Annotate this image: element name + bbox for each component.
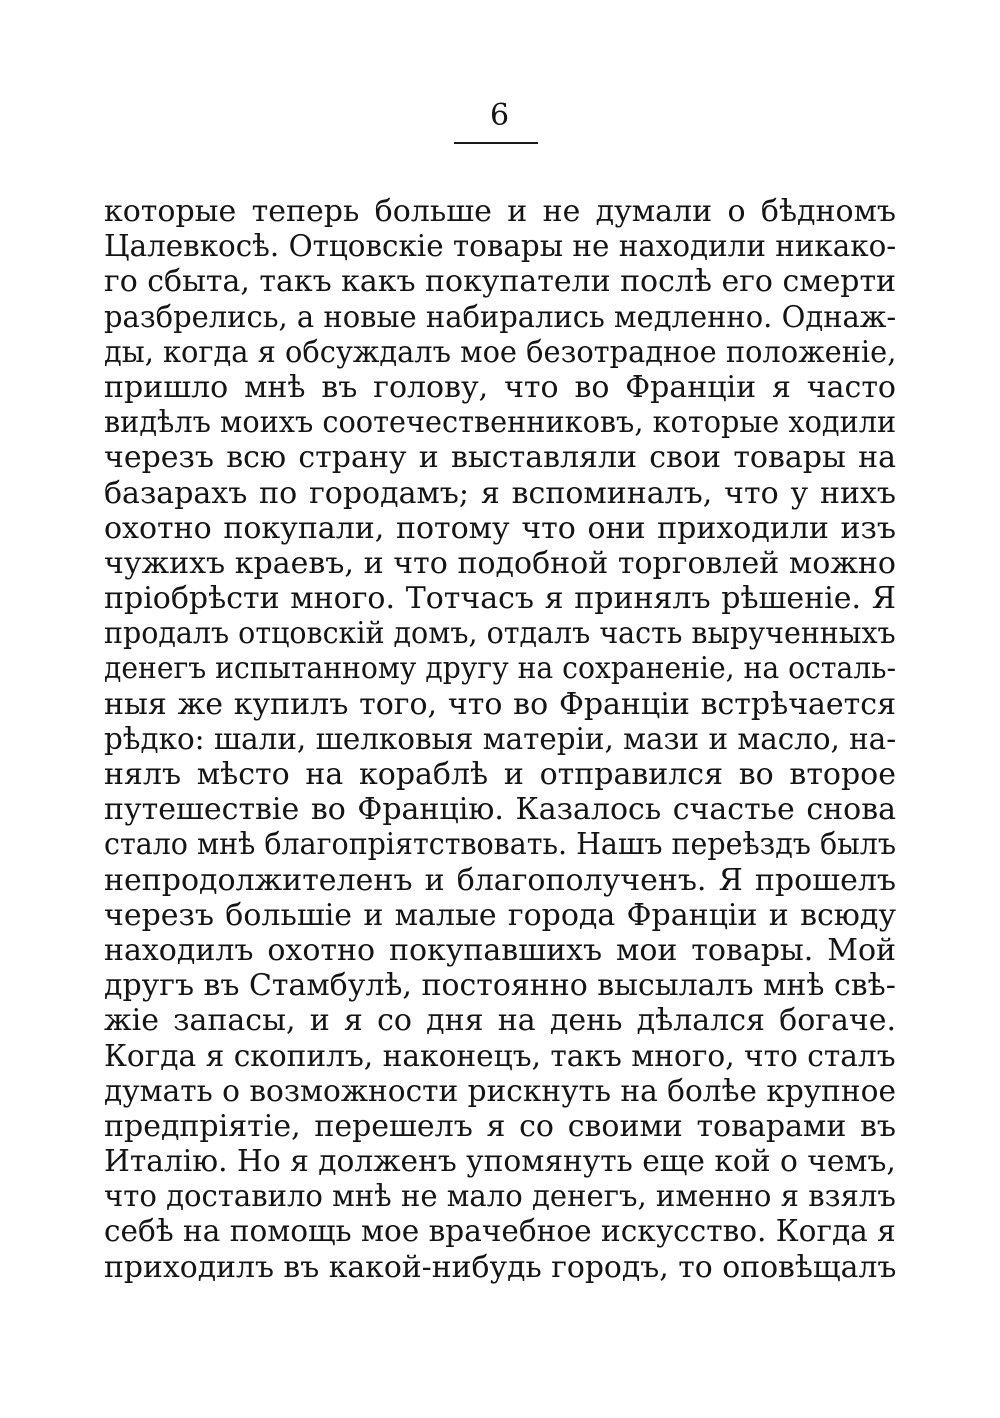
text-line: чужихъ краевъ, и что подобной торговлей можно	[104, 545, 896, 581]
page-number: 6	[489, 98, 511, 133]
text-line: стало мнѣ благопріятствовать. Нашъ переѣздъ былъ	[104, 827, 896, 863]
text-line: пришло мнѣ въ голову, что во Франціи я часто	[104, 369, 896, 405]
text-line: путешествіе во Францію. Казалось счастье снова	[104, 792, 896, 828]
text-line: предпріятіе, перешелъ я со своими товарами въ	[104, 1108, 896, 1144]
text-line: нялъ мѣсто на кораблѣ и отправился во второе	[104, 757, 896, 792]
text-line: Когда я скопилъ, наконецъ, такъ много, что сталъ	[104, 1038, 896, 1074]
text-line: черезъ большіе и малые города Франціи и всюду	[104, 897, 896, 933]
text-line: приходилъ въ какой-нибудь городъ, то оповѣщалъ	[104, 1249, 897, 1285]
text-line: разбрелись, а новые набирались медленно. Однаж-	[104, 299, 897, 335]
text-line: Цалевкосѣ. Отцовскіе товары не находили никако-	[104, 229, 897, 265]
text-line: охотно покупали, потому что они приходили изъ	[104, 510, 896, 546]
text-line: рѣдко: шали, шелковыя матеріи, мази и масло, на-	[104, 721, 897, 757]
text-line: находилъ охотно покупавшихъ мои товары. Мой	[104, 932, 896, 968]
text-line: которые теперь больше и не думали о бѣдномъ	[104, 194, 896, 229]
text-line: черезъ всю страну и выставляли свои товары на	[104, 440, 896, 476]
text-line: другъ въ Стамбулѣ, постоянно высылалъ мнѣ свѣ-	[104, 968, 896, 1004]
text-line: себѣ на помощь мое врачебное искусство. Когда я	[104, 1214, 896, 1250]
text-line: что доставило мнѣ не мало денегъ, именно я взялъ	[104, 1179, 896, 1215]
text-line: пріобрѣсти много. Тотчасъ я принялъ рѣшеніе. Я	[104, 581, 896, 617]
page-number-rule	[454, 142, 538, 144]
text-line: думать о возможности рискнуть на болѣе крупное	[104, 1073, 896, 1109]
text-line: Италію. Но я долженъ упомянуть еще кой о чемъ,	[104, 1144, 896, 1180]
text-line: ды, когда я обсуждалъ мое безотрадное положеніе,	[104, 334, 897, 370]
text-line: жіе запасы, и я со дня на день дѣлался богаче.	[104, 1003, 896, 1039]
body-text	[104, 194, 896, 1285]
text-line: непродолжителенъ и благополученъ. Я прошелъ	[104, 862, 896, 898]
text-line: го сбыта, такъ какъ покупатели послѣ его смерти	[104, 264, 897, 300]
text-line: денегъ испытанному другу на сохраненіе, на осталь-	[104, 651, 897, 687]
text-line: ныя же купилъ того, что во Франціи встрѣчается	[104, 686, 896, 722]
text-line: базарахъ по городамъ; я вспоминалъ, что у нихъ	[104, 475, 896, 511]
text-line: продалъ отцовскій домъ, отдалъ часть вырученныхъ	[104, 616, 896, 652]
text-line: видѣлъ моихъ соотечественниковъ, которые ходили	[104, 405, 897, 441]
